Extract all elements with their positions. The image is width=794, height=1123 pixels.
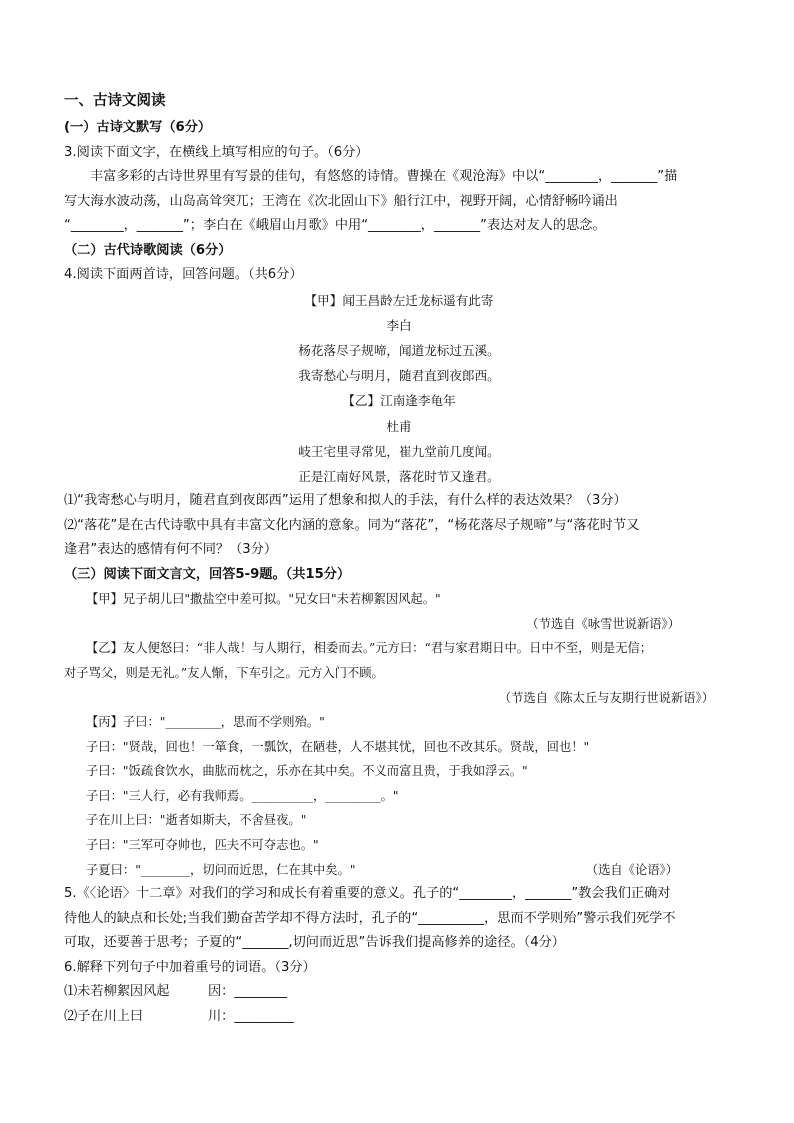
poem1-author: 李白 <box>386 317 412 333</box>
passage-jia: 【甲】兄子胡儿曰"撒盐空中差可拟。"兄女曰"未若柳絮因风起。" <box>86 592 441 607</box>
passage-bing-last-row <box>64 858 734 883</box>
poem2-author: 杜甫 <box>386 418 412 434</box>
q5-line: 可取，还要善于思考；子夏的“_______,切问而近思”告诉我们提高修养的途径。（4分） <box>64 935 565 951</box>
q3-text-line: 丰富多彩的古诗世界里有写景的佳句，有悠悠的诗情。曹操在《观沧海》中以“________，_______”描 <box>90 169 678 184</box>
q5-line: 待他人的缺点和长处;当我们勤奋苦学却不得方法时，孔子的“__________，思而不学则殆”警示我们死学不 <box>64 910 676 926</box>
q6-item-answer: 因：________ <box>208 984 288 1000</box>
poem2-line: 岐王宅里寻常见，崔九堂前几度闻。 <box>298 443 500 459</box>
part2-title: （二）古代诗歌阅读（6分） <box>64 242 232 258</box>
passage-bing-source: （选自《论语》） <box>585 862 678 877</box>
passage-bing-line: 子曰："贤哉，回也！一箪食，一瓢饮，在陋巷，人不堪其忧，回也不改其乐。贤哉，回也！" <box>86 739 590 754</box>
q3-text-line: 写大海水波动荡，山岛高耸突兀；王湾在《次北固山下》船行江中，视野开阔，心情舒畅吟诵出 <box>64 193 618 209</box>
passage-yi-line: 对子骂父，则是无礼。”友人惭，下车引之。元方入门不顾。 <box>64 665 384 680</box>
q6-item-sentence: ⑵子在川上曰 <box>64 1008 144 1024</box>
exam-page <box>64 88 734 1029</box>
poem1-line: 我寄愁心与明月，随君直到夜郎西。 <box>298 368 500 384</box>
poem2-title: 【乙】江南逢李龟年 <box>342 393 456 409</box>
q6-item-sentence: ⑴未若柳絮因风起 <box>64 984 170 1000</box>
passage-yi-source: （节选自《陈太丘与友期行世说新语》） <box>498 690 714 705</box>
poem1-title: 【甲】闻王昌龄左迁龙标遥有此寄 <box>304 292 494 308</box>
q3-stem: 3.阅读下面文字，在横线上填写相应的句子。（6分） <box>64 144 369 160</box>
q4-sub2-line: 逢君”表达的感情有何不同？（3分） <box>64 542 278 558</box>
passage-bing-line: 子曰："三军可夺帅也，匹夫不可夺志也。" <box>86 838 319 853</box>
q4-sub1: ⑴“我寄愁心与明月，随君直到夜郎西”运用了想象和拟人的手法，有什么样的表达效果？（3分） <box>64 493 627 509</box>
passage-bing-line: 【丙】子曰："_________，思而不学则殆。" <box>86 715 325 730</box>
passage-yi-line: 【乙】友人便怒曰：“非人哉！与人期行，相委而去。”元方曰：“君与家君期日中。日中不至，则是无信； <box>86 641 653 656</box>
q6-item <box>64 1005 734 1030</box>
q4-stem: 4.阅读下面两首诗，回答问题。（共6分） <box>64 267 303 282</box>
passage-bing-line: 子曰："三人行，必有我师焉。__________，_________。" <box>86 788 399 803</box>
part1-title: (一）古诗文默写（6分） <box>64 120 212 135</box>
q6-stem: 6.解释下列句子中加着重号的词语。（3分） <box>64 959 316 975</box>
poem2-line: 正是江南好风景，落花时节又逢君。 <box>298 468 500 484</box>
passage-bing-line: 子在川上曰："逝者如斯夫，不舍昼夜。" <box>86 813 307 828</box>
q6-item <box>64 980 734 1005</box>
passage-bing-line: 子曰："饭疏食饮水，曲肱而枕之，乐亦在其中矣。不义而富且贵，于我如浮云。" <box>86 764 528 779</box>
poem1-line: 杨花落尽子规啼，闻道龙标过五溪。 <box>298 342 500 358</box>
q5-line: 5.《〈论语〉十二章》对我们的学习和成长有着重要的意义。孔子的“________，_______”教会我们正确对 <box>64 886 671 902</box>
q3-text-line: “________，_______”；李白在《峨眉山月歌》中用“________，_______”表达对友人的思念。 <box>64 218 606 233</box>
q6-item-answer: 川：_________ <box>208 1008 294 1024</box>
section-heading: 一、古诗文阅读 <box>64 93 166 109</box>
q4-sub2-line: ⑵“落花”是在古代诗歌中具有丰富文化内涵的意象。同为“落花”，“杨花落尽子规啼”与“落花时节又 <box>64 517 640 533</box>
passage-jia-source: （节选自《咏雪世说新语》） <box>526 616 680 631</box>
part3-title: （三）阅读下面文言文，回答5-9题。（共15分） <box>64 566 351 582</box>
passage-bing-line: 子夏曰："________，切问而近思，仁在其中矣。" <box>86 862 356 877</box>
